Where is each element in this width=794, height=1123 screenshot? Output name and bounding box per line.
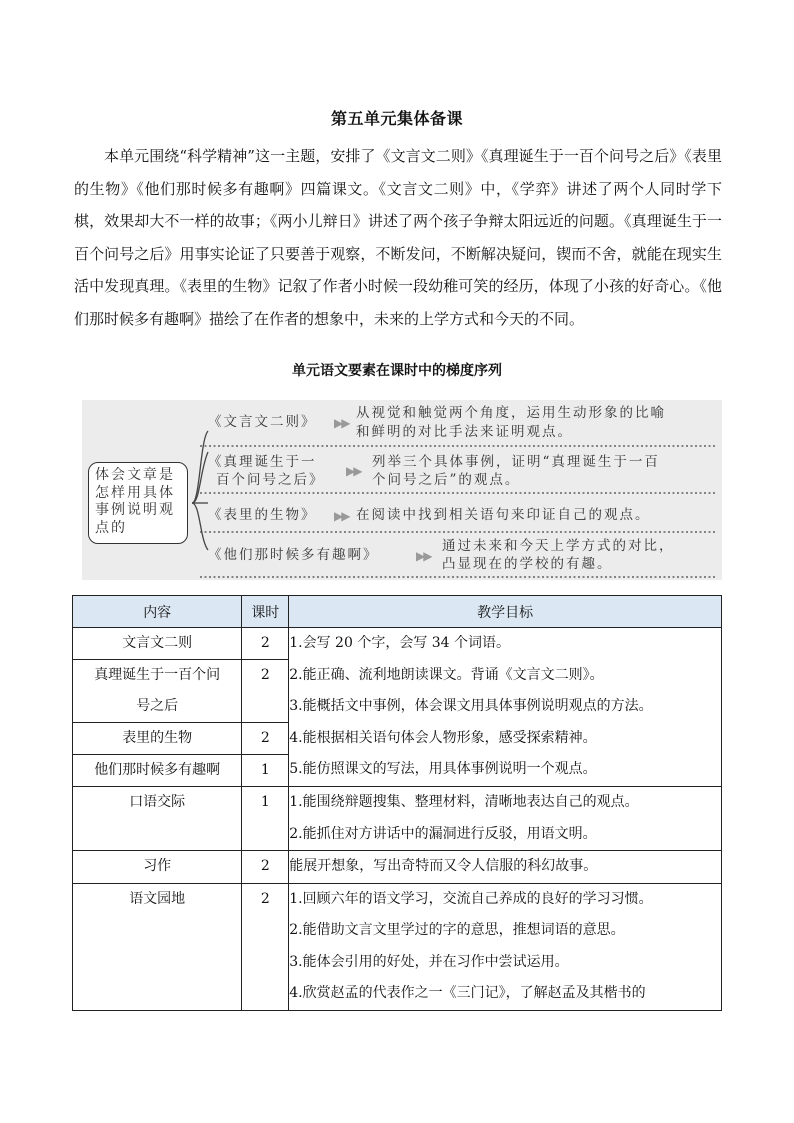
double-arrow-icon: ▶▶ xyxy=(346,464,361,478)
lesson-goals xyxy=(289,851,722,884)
lesson-name: 口语交际 xyxy=(73,787,242,851)
double-arrow-icon: ▶▶ xyxy=(334,509,349,523)
table-row xyxy=(73,883,722,1010)
lesson-hours: 2 xyxy=(242,628,289,660)
branch-title: 《表里的生物》 xyxy=(208,507,317,523)
branch-desc-line: 和鲜明的对比手法来证明观点。 xyxy=(356,424,573,440)
lesson-hours: 1 xyxy=(242,787,289,851)
lesson-name: 真理诞生于一百个问 号之后 xyxy=(73,660,242,723)
core-line: 怎样用具体 xyxy=(95,484,175,501)
branch-title: 百个问号之后》 xyxy=(216,472,325,488)
lesson-name: 文言文二则 xyxy=(73,628,242,660)
lesson-hours: 2 xyxy=(242,723,289,755)
lesson-goals xyxy=(289,883,722,1010)
lesson-name: 语文园地 xyxy=(73,883,242,1010)
lesson-name: 习作 xyxy=(73,851,242,884)
goal-item: 4.能根据相关语句体会人物形象，感受探索精神。 xyxy=(289,729,597,746)
lesson-name: 他们那时候多有趣啊 xyxy=(73,755,242,787)
goal-item: 1.回顾六年的语文学习，交流自己养成的良好的学习习惯。 xyxy=(289,890,653,907)
branch-desc-line: 通过未来和今天上学方式的对比， xyxy=(442,538,675,554)
goal-item: 2.能抓住对方讲话中的漏洞进行反驳，用语文明。 xyxy=(289,825,597,842)
core-line: 点的 xyxy=(95,519,127,536)
lesson-hours: 2 xyxy=(242,851,289,884)
branch-title: 《他们那时候多有趣啊》 xyxy=(208,547,379,563)
connector-branch-1 xyxy=(192,431,208,503)
sequence-title: 单元语文要素在课时中的梯度序列 xyxy=(292,363,502,379)
branch-title: 《真理诞生于一 xyxy=(208,454,317,470)
lesson-hours: 2 xyxy=(242,883,289,1010)
lesson-name: 表里的生物 xyxy=(73,723,242,755)
branch-desc-line: 个问号之后”的观点。 xyxy=(372,472,521,488)
lesson-hours: 1 xyxy=(242,755,289,787)
header-goals: 教学目标 xyxy=(289,596,722,628)
element-sequence-diagram xyxy=(82,400,722,580)
header-content: 内容 xyxy=(73,596,242,628)
connector-branch-2 xyxy=(192,452,208,503)
lesson-hours: 2 xyxy=(242,660,289,723)
connector-branch-4 xyxy=(192,503,208,550)
goal-item: 2.能正确、流利地朗读课文。背诵《文言文二则》。 xyxy=(289,666,604,683)
branch-desc-line: 列举三个具体事例，证明“真理诞生于一百 xyxy=(372,454,660,470)
branch-desc-line: 凸显现在的学校的有趣。 xyxy=(442,556,613,572)
table-header-row xyxy=(73,596,722,628)
branch-desc-line: 在阅读中找到相关语句来印证自己的观点。 xyxy=(356,507,651,523)
branch-title: 《文言文二则》 xyxy=(208,414,317,430)
goal-item: 1.能围绕辩题搜集、整理材料，清晰地表达自己的观点。 xyxy=(289,794,639,810)
double-arrow-icon: ▶▶ xyxy=(416,549,431,563)
double-arrow-icon: ▶▶ xyxy=(334,416,349,430)
table-row xyxy=(73,787,722,851)
goal-item: 1.会写 20 个字，会写 34 个词语。 xyxy=(289,635,511,651)
goal-item: 能展开想象，写出奇特而又令人信服的科幻故事。 xyxy=(289,858,598,874)
table-row xyxy=(73,851,722,884)
goal-item: 3.能体会引用的好处，并在习作中尝试运用。 xyxy=(289,953,569,970)
branch-desc-line: 从视觉和触觉两个角度，运用生动形象的比喻 xyxy=(356,405,666,421)
header-hours: 课时 xyxy=(242,596,289,628)
table-row xyxy=(73,628,722,660)
goal-item: 3.能概括文中事例，体会课文用具体事例说明观点的方法。 xyxy=(289,698,653,714)
goal-item: 5.能仿照课文的写法，用具体事例说明一个观点。 xyxy=(289,761,597,777)
lesson-goals xyxy=(289,787,722,851)
teaching-plan-table xyxy=(72,595,722,1011)
core-line: 事例说明观 xyxy=(95,502,175,518)
core-line: 体会文章是 xyxy=(95,467,175,483)
goal-item: 4.欣赏赵孟的代表作之一《三门记》，了解赵孟及其楷书的 xyxy=(289,985,646,1001)
lesson-goals xyxy=(289,628,722,787)
document-title: 第五单元集体备课 xyxy=(330,109,463,128)
goal-item: 2.能借助文言文里学过的字的意思，推想词语的意思。 xyxy=(289,922,625,938)
core-element-box xyxy=(88,462,188,544)
unit-introduction: 本单元围绕“科学精神”这一主题，安排了《文言文二则》《真理诞生于一百个问号之后》《表里的生物》《他们那时候多有趣啊》四篇课文。《文言文二则》中，《学弈》讲述了两个人同时学下棋，效果却大不一样的故事；《两小儿辩日》讲述了两个孩子争辩太阳远近的问题。《真理诞生于一百个问号之后》用事实论证了只要善于观察，不断发问，不断解决疑问，锲而不舍，就能在现实生活中发现真理。《表里的生物》记叙了作者小时候一段幼稚可笑的经历，体现了小孩的好奇心。《他们那时候多有趣啊》描绘了在作者的想象中，未来的上学方式和今天的不同。 xyxy=(74,147,722,328)
